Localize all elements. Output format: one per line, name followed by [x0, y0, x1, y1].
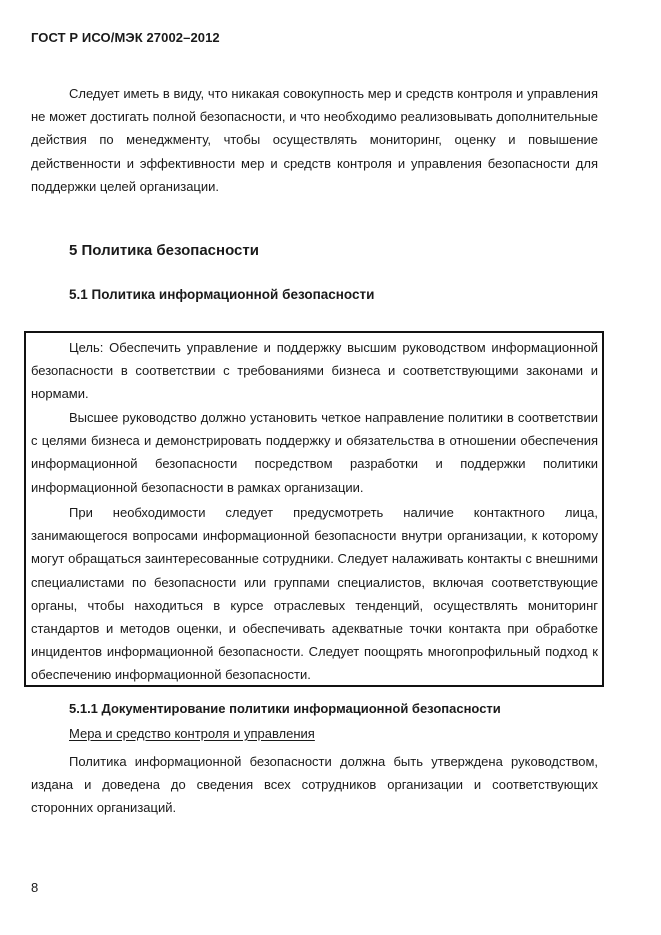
objective-box	[24, 331, 604, 687]
objective-paragraph: Цель: Обеспечить управление и поддержку высшим руководством информационной безопасности в соответствии с требованиями бизнеса и соответствующими законами и нормами.	[31, 340, 598, 402]
clause-title: 5.1.1 Документирование политики информационной безопасности	[69, 701, 501, 716]
subsection-title: 5.1 Политика информационной безопасности	[69, 287, 375, 302]
control-label: Мера и средство контроля и управления	[69, 726, 315, 741]
section-title: 5 Политика безопасности	[69, 242, 259, 259]
page-number: 8	[31, 880, 39, 895]
control-paragraph: Политика информационной безопасности должна быть утверждена руководством, издана и доведена до сведения всех сотрудников организации и соответствующих сторонних организаций.	[31, 754, 598, 816]
management-paragraph: Высшее руководство должно установить четкое направление политики в соответствии с целями бизнеса и демонстрировать поддержку и обязательства в отношении обеспечения информационной безопасности посредством разработки и поддержки политики информационной безопасности в рамках организации.	[31, 410, 598, 495]
intro-paragraph: Следует иметь в виду, что никакая совокупность мер и средств контроля и управления не может достигать полной безопасности, и что необходимо реализовывать дополнительные действия по менеджменту, чтобы осуществлять мониторинг, оценку и повышение действенности и эффективности мер и средств контроля и управления безопасности для поддержки целей организации.	[31, 86, 598, 194]
document-standard-id: ГОСТ Р ИСО/МЭК 27002–2012	[31, 30, 220, 45]
contact-paragraph: При необходимости следует предусмотреть наличие контактного лица, занимающегося вопросами информационной безопасности внутри организации, к которому могут обращаться заинтересованные сотрудники. Следует налаживать контакты с внешними специалистами по безопасности или группами специалистов, включая соответствующие органы, чтобы находиться в курсе отраслевых тенденций, осуществлять мониторинг стандартов и методов оценки, и обеспечивать адекватные точки контакта при обработке инцидентов информационной безопасности. Следует поощрять многопрофильный подход к обеспечению информационной безопасности.	[31, 505, 598, 683]
